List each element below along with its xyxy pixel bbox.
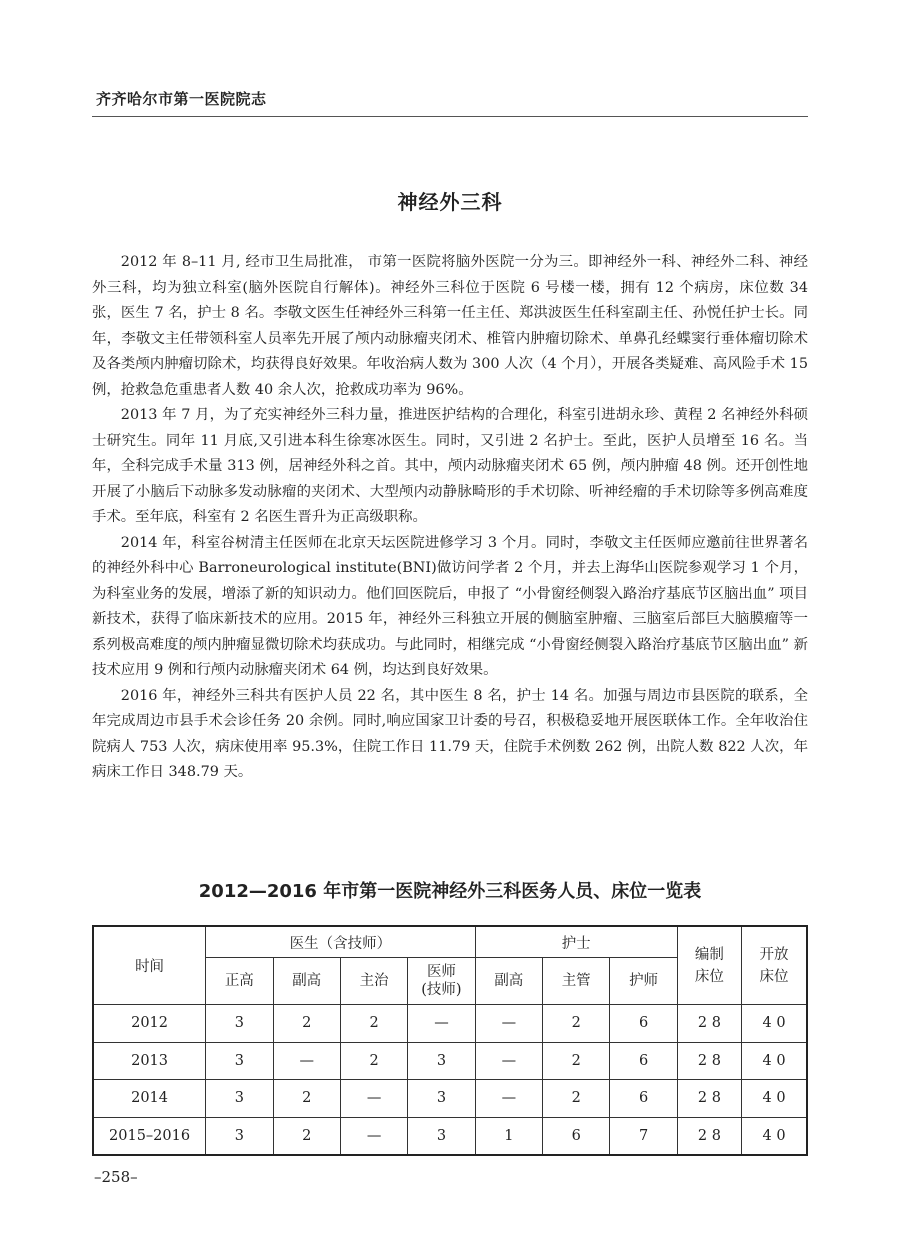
- table-row: [93, 1080, 807, 1118]
- table-cell: 2: [273, 1005, 340, 1043]
- table-cell: —: [475, 1005, 542, 1043]
- paragraph: 2016 年，神经外三科共有医护人员 22 名，其中医生 8 名，护士 14 名。加强与周边市县医院的联系，全年完成周边市县手术会诊任务 20 余例。同时,响应国家卫计委的号召，积极稳妥地开展医联体工作。全年收治住院病人 753 人次，病床使用率 95.3%，住院工作日 11.79 天，住院手术例数 262 例，出院人数 822 人次，年病床工作日 348.79 天。: [92, 687, 808, 780]
- table-row: [93, 1042, 807, 1080]
- paragraph: 2012 年 8–11 月, 经市卫生局批准， 市第一医院将脑外医院一分为三。即神经外一科、神经外二科、神经外三科，均为独立科室(脑外医院自行解体)。神经外三科位于医院 6 号楼一楼，拥有 12 个病房，床位数 34 张，医生 7 名，护士 8 名。李敬文医生任神经外三科第一任主任、郑洪波医生任科室副主任、孙悦任护士长。同年，李敬文主任带领科室人员率先开展了颅内动脉瘤夹闭术、椎管内肿瘤切除术、单鼻孔经蝶窦行垂体瘤切除术及各类颅内肿瘤切除术，均获得良好效果。年收治病人数为 300 人次（4 个月），开展各类疑难、高风险手术 15 例，抢救急危重患者人数 40 余人次，抢救成功率为 96%。: [92, 254, 808, 398]
- header-nurse-practitioner: 护师: [610, 958, 677, 1005]
- header-doctors-group: 医生（含技师）: [206, 926, 476, 958]
- header-doctor-physician-line1: 医师: [426, 964, 456, 980]
- table-cell: 2: [340, 1005, 407, 1043]
- table-cell: 3: [408, 1042, 475, 1080]
- table-cell: 2014: [93, 1080, 206, 1118]
- table-cell: 4 0: [742, 1042, 807, 1080]
- table-cell: 6: [610, 1080, 677, 1118]
- paragraph: 2013 年 7 月，为了充实神经外三科力量，推进医护结构的合理化，科室引进胡永珍、黄程 2 名神经外科硕士研究生。同年 11 月底,又引进本科生徐寒冰医生。同时，又引进 2 名护士。至此，医护人员增至 16 名。当年，全科完成手术量 313 例，居神经外科之首。其中，颅内动脉瘤夹闭术 65 例，颅内肿瘤 48 例。还开创性地开展了小脑后下动脉多发动脉瘤的夹闭术、大型颅内动静脉畸形的手术切除、听神经瘤的手术切除等多例高难度手术。至年底，科室有 2 名医生晋升为正高级职称。: [92, 407, 808, 525]
- table-cell: —: [340, 1117, 407, 1155]
- table-cell: 6: [543, 1117, 610, 1155]
- header-beds-open-line1: 开放: [759, 946, 789, 963]
- table-cell: 2: [543, 1080, 610, 1118]
- header-doctor-physician-line2: (技师): [421, 982, 462, 998]
- section-title: 神经外三科: [397, 190, 503, 214]
- table-cell: 1: [475, 1117, 542, 1155]
- header-beds-open-line2: 床位: [759, 968, 789, 985]
- table-cell: 3: [206, 1042, 273, 1080]
- table-cell: 2 8: [677, 1117, 741, 1155]
- header-doctor-senior: 正高: [206, 958, 273, 1005]
- table-cell: 3: [206, 1005, 273, 1043]
- table-cell: 6: [610, 1005, 677, 1043]
- table-cell: —: [475, 1042, 542, 1080]
- header-beds-open: [742, 926, 807, 1005]
- header-nurse-supervisor: 主管: [543, 958, 610, 1005]
- table-cell: 2 8: [677, 1080, 741, 1118]
- staff-bed-table: [92, 925, 808, 1156]
- table-cell: 2: [543, 1005, 610, 1043]
- table-cell: 3: [206, 1080, 273, 1118]
- header-doctor-physician: [408, 958, 475, 1005]
- body-text: [92, 250, 808, 786]
- table-cell: 4 0: [742, 1117, 807, 1155]
- table-cell: 2012: [93, 1005, 206, 1043]
- table-cell: 3: [206, 1117, 273, 1155]
- running-head: 齐齐哈尔市第一医院院志: [96, 90, 267, 108]
- table-row: [93, 1005, 807, 1043]
- table-cell: 2013: [93, 1042, 206, 1080]
- table-cell: —: [273, 1042, 340, 1080]
- header-doctor-associate: 副高: [273, 958, 340, 1005]
- header-time: 时间: [93, 926, 206, 1005]
- paragraph: 2014 年，科室谷树清主任医师在北京天坛医院进修学习 3 个月。同时，李敬文主任医师应邀前往世界著名的神经外科中心 Barroneurological institute(BNI)做访问学者 2 个月，并去上海华山医院参观学习 1 个月，为科室业务的发展，增添了新的知识动力。他们回医院后，申报了 “小骨窗经侧裂入路治疗基底节区脑出血” 项目新技术，获得了临床新技术的应用。2015 年，神经外三科独立开展的侧脑室肿瘤、三脑室后部巨大脑膜瘤等一系列极高难度的颅内肿瘤显微切除术均获成功。与此同时，相继完成 “小骨窗经侧裂入路治疗基底节区脑出血” 新技术应用 9 例和行颅内动脉瘤夹闭术 64 例，均达到良好效果。: [92, 534, 808, 678]
- header-beds-quota-line1: 编制: [694, 946, 724, 963]
- table-cell: 7: [610, 1117, 677, 1155]
- table-cell: 4 0: [742, 1080, 807, 1118]
- table-cell: —: [340, 1080, 407, 1118]
- table-cell: 2015–2016: [93, 1117, 206, 1155]
- table-title: 2012—2016 年市第一医院神经外三科医务人员、床位一览表: [198, 881, 702, 902]
- header-divider: [92, 116, 808, 117]
- table-cell: 2 8: [677, 1005, 741, 1043]
- header-nurses-group: 护士: [475, 926, 677, 958]
- table-cell: 2: [340, 1042, 407, 1080]
- table-cell: 6: [610, 1042, 677, 1080]
- table-cell: 2 8: [677, 1042, 741, 1080]
- table-row: [93, 1117, 807, 1155]
- header-beds-quota: [677, 926, 741, 1005]
- table-cell: 4 0: [742, 1005, 807, 1043]
- table-cell: 2: [273, 1080, 340, 1118]
- table-cell: —: [475, 1080, 542, 1118]
- page-number: –258–: [94, 1168, 138, 1186]
- header-doctor-attending: 主治: [340, 958, 407, 1005]
- table-cell: 2: [543, 1042, 610, 1080]
- header-nurse-associate: 副高: [475, 958, 542, 1005]
- header-beds-quota-line2: 床位: [694, 968, 724, 985]
- table-cell: 2: [273, 1117, 340, 1155]
- table-cell: 3: [408, 1117, 475, 1155]
- table-cell: 3: [408, 1080, 475, 1118]
- table-cell: —: [408, 1005, 475, 1043]
